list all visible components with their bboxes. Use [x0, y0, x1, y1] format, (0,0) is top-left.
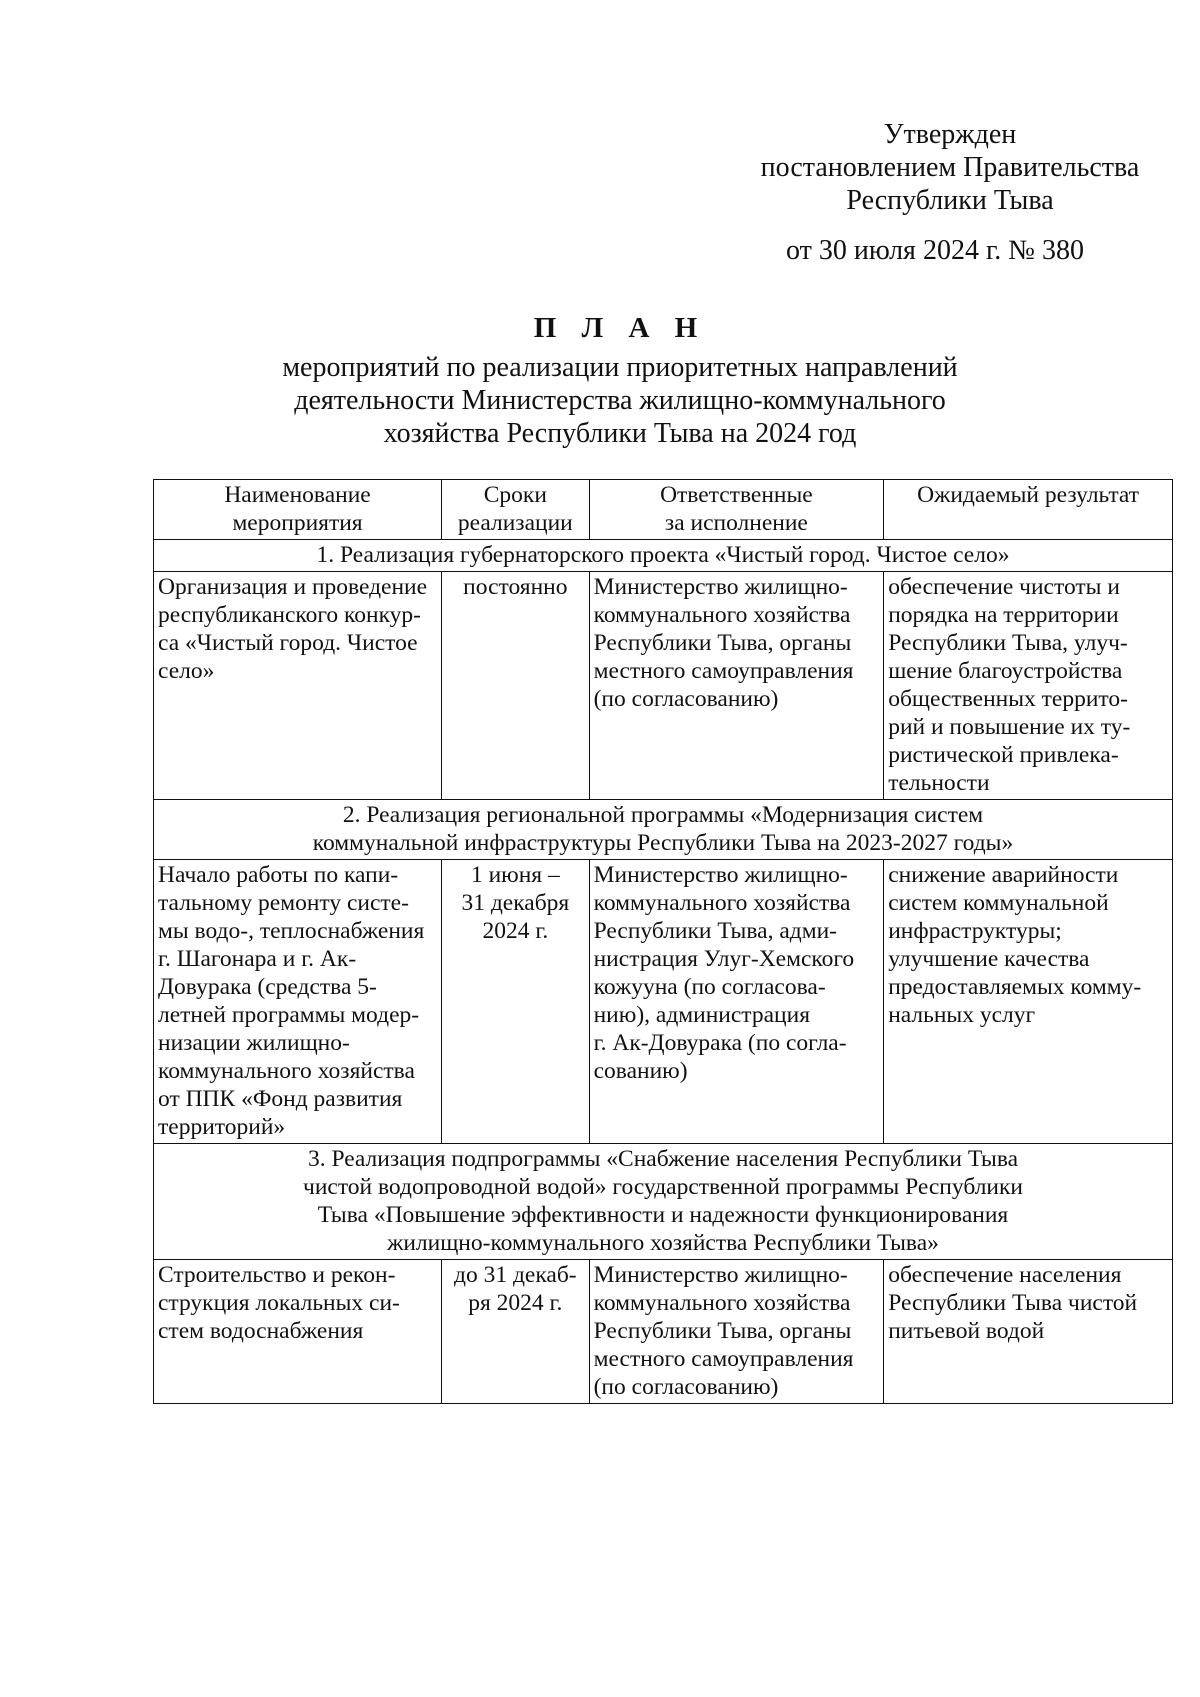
- cell-result-line: Республики Тыва, улуч-: [888, 630, 1128, 656]
- cell-responsible-line: нию), администрация: [593, 1002, 811, 1028]
- cell-result-line: систем коммунальной: [888, 890, 1109, 916]
- cell-result-line: порядка на территории: [888, 602, 1119, 628]
- cell-name-line: са «Чистый город. Чистое: [158, 630, 418, 656]
- plan-heading: П Л А Н: [533, 312, 707, 344]
- header-resp-l1: Ответственные: [660, 482, 813, 508]
- cell-responsible-line: Министерство жилищно-: [593, 1262, 848, 1288]
- cell-responsible-line: (по согласованию): [593, 686, 779, 712]
- cell-name-line: г. Шагонара и г. Ак-: [158, 946, 357, 972]
- cell-name-line: республиканского конкур-: [158, 602, 421, 628]
- cell-responsible-line: Министерство жилищно-: [593, 862, 848, 888]
- cell-term: [442, 860, 590, 1144]
- cell-term-line: 1 июня –: [470, 862, 560, 888]
- cell-term-line: ря 2024 г.: [468, 1290, 563, 1316]
- header-term-l2: реализации: [457, 510, 573, 536]
- cell-result-line: питьевой водой: [888, 1318, 1045, 1344]
- cell-term-line: до 31 декаб-: [454, 1262, 577, 1288]
- cell-name-line: Довурака (средства 5-: [158, 974, 377, 1000]
- cell-name-line: Начало работы по капи-: [158, 862, 399, 888]
- cell-result: [884, 572, 1173, 800]
- header-result: [884, 480, 1173, 540]
- table-body: [154, 540, 1173, 1404]
- cell-result-line: тельности: [888, 770, 990, 796]
- cell-responsible-line: Республики Тыва, органы: [593, 1318, 852, 1344]
- cell-result-line: общественных террито-: [888, 686, 1128, 712]
- header-name: [154, 480, 442, 540]
- table-row: [154, 860, 1173, 1144]
- header-responsible: [589, 480, 884, 540]
- header-name-l2: мероприятия: [232, 510, 363, 536]
- cell-responsible-line: коммунального хозяйства: [593, 890, 851, 916]
- cell-responsible: [589, 572, 884, 800]
- cell-name-line: от ППК «Фонд развития: [158, 1086, 403, 1112]
- cell-responsible-line: местного самоуправления: [593, 658, 854, 684]
- plan-table: [153, 479, 1173, 1404]
- cell-result-line: Республики Тыва чистой: [888, 1290, 1138, 1316]
- cell-result-line: ристической привлека-: [888, 742, 1119, 768]
- section-title: [154, 800, 1173, 860]
- cell-responsible: [589, 1260, 884, 1404]
- cell-responsible-line: (по согласованию): [593, 1374, 779, 1400]
- cell-name: [154, 572, 442, 800]
- cell-result-line: рий и повышение их ту-: [888, 714, 1131, 740]
- title-line-2: деятельности Министерства жилищно-коммунального: [294, 385, 946, 416]
- cell-name-line: тальному ремонту систе-: [158, 890, 409, 916]
- cell-name-line: село»: [158, 658, 215, 684]
- header-term-l1: Сроки: [483, 482, 547, 508]
- section-title-line: 1. Реализация губернаторского проекта «Чистый город. Чистое село»: [316, 542, 1010, 568]
- cell-responsible-line: местного самоуправления: [593, 1346, 854, 1372]
- approval-line-republic: Республики Тыва: [846, 185, 1054, 216]
- cell-result-line: обеспечение населения: [888, 1262, 1122, 1288]
- header-resp-l2: за исполнение: [664, 510, 808, 536]
- section-row: [154, 1144, 1173, 1260]
- cell-result-line: снижение аварийности: [888, 862, 1119, 888]
- cell-name: [154, 860, 442, 1144]
- table-row: [154, 572, 1173, 800]
- section-row: [154, 800, 1173, 860]
- title-line-3: хозяйства Республики Тыва на 2024 год: [383, 418, 857, 449]
- title-line-1: мероприятий по реализации приоритетных направлений: [282, 352, 958, 383]
- cell-responsible-line: Республики Тыва, адми-: [593, 918, 837, 944]
- cell-responsible-line: Министерство жилищно-: [593, 574, 848, 600]
- table-header-row: [154, 480, 1173, 540]
- section-title-line: 3. Реализация подпрограммы «Снабжение населения Республики Тыва: [307, 1146, 1019, 1172]
- cell-responsible: [589, 860, 884, 1144]
- header-name-l1: Наименование: [224, 482, 371, 508]
- cell-term-line: 31 декабря: [461, 890, 570, 916]
- section-title-line: коммунальной инфраструктуры Республики Тыва на 2023-2027 годы»: [312, 830, 1014, 856]
- cell-name-line: территорий»: [158, 1114, 286, 1140]
- cell-result-line: шение благоустройства: [888, 658, 1123, 684]
- cell-name-line: мы водо-, теплоснабжения: [158, 918, 425, 944]
- cell-term: [442, 572, 590, 800]
- cell-term-line: 2024 г.: [482, 918, 549, 944]
- cell-responsible-line: Республики Тыва, органы: [593, 630, 852, 656]
- cell-term: [442, 1260, 590, 1404]
- cell-name-line: коммунального хозяйства: [158, 1058, 415, 1084]
- cell-result-line: обеспечение чистоты и: [888, 574, 1120, 600]
- cell-responsible-line: г. Ак-Довурака (по согла-: [593, 1030, 847, 1056]
- document-title: [150, 312, 1090, 450]
- cell-result-line: инфраструктуры;: [888, 918, 1062, 944]
- cell-result-line: предоставляемых комму-: [888, 974, 1142, 1000]
- cell-responsible-line: кожууна (по согласова-: [593, 974, 826, 1000]
- cell-result-line: улучшение качества: [888, 946, 1090, 972]
- approval-date: от 30 июля 2024 г. № 380: [786, 235, 1084, 266]
- cell-name-line: летней программы модер-: [158, 1002, 420, 1028]
- cell-name-line: струкция локальных си-: [158, 1290, 400, 1316]
- section-row: [154, 540, 1173, 572]
- cell-name-line: низации жилищно-: [158, 1030, 350, 1056]
- cell-result: [884, 860, 1173, 1144]
- section-title-line: жилищно-коммунального хозяйства Республики Тыва»: [387, 1230, 939, 1256]
- cell-name: [154, 1260, 442, 1404]
- cell-term-line: постоянно: [463, 574, 568, 600]
- approval-line-approved: Утвержден: [883, 119, 1017, 150]
- cell-responsible-line: нистрация Улуг-Хемского: [593, 946, 855, 972]
- cell-responsible-line: коммунального хозяйства: [593, 1290, 851, 1316]
- cell-name-line: Организация и проведение: [158, 574, 428, 600]
- cell-name-line: стем водоснабжения: [158, 1318, 364, 1344]
- header-result-l1: Ожидаемый результат: [917, 482, 1140, 508]
- cell-result: [884, 1260, 1173, 1404]
- section-title-line: чистой водопроводной водой» государственной программы Республики: [303, 1174, 1023, 1200]
- table-row: [154, 1260, 1173, 1404]
- section-title-line: 2. Реализация региональной программы «Модернизация систем: [342, 802, 984, 828]
- section-title: [154, 540, 1173, 572]
- approval-stamp: [740, 118, 1160, 267]
- cell-responsible-line: коммунального хозяйства: [593, 602, 851, 628]
- approval-line-resolution: постановлением Правительства: [760, 152, 1140, 183]
- cell-result-line: нальных услуг: [888, 1002, 1036, 1028]
- section-title: [154, 1144, 1173, 1260]
- section-title-line: Тыва «Повышение эффективности и надежности функционирования: [317, 1202, 1009, 1228]
- cell-responsible-line: сованию): [593, 1058, 688, 1084]
- header-term: [442, 480, 590, 540]
- cell-name-line: Строительство и рекон-: [158, 1262, 396, 1288]
